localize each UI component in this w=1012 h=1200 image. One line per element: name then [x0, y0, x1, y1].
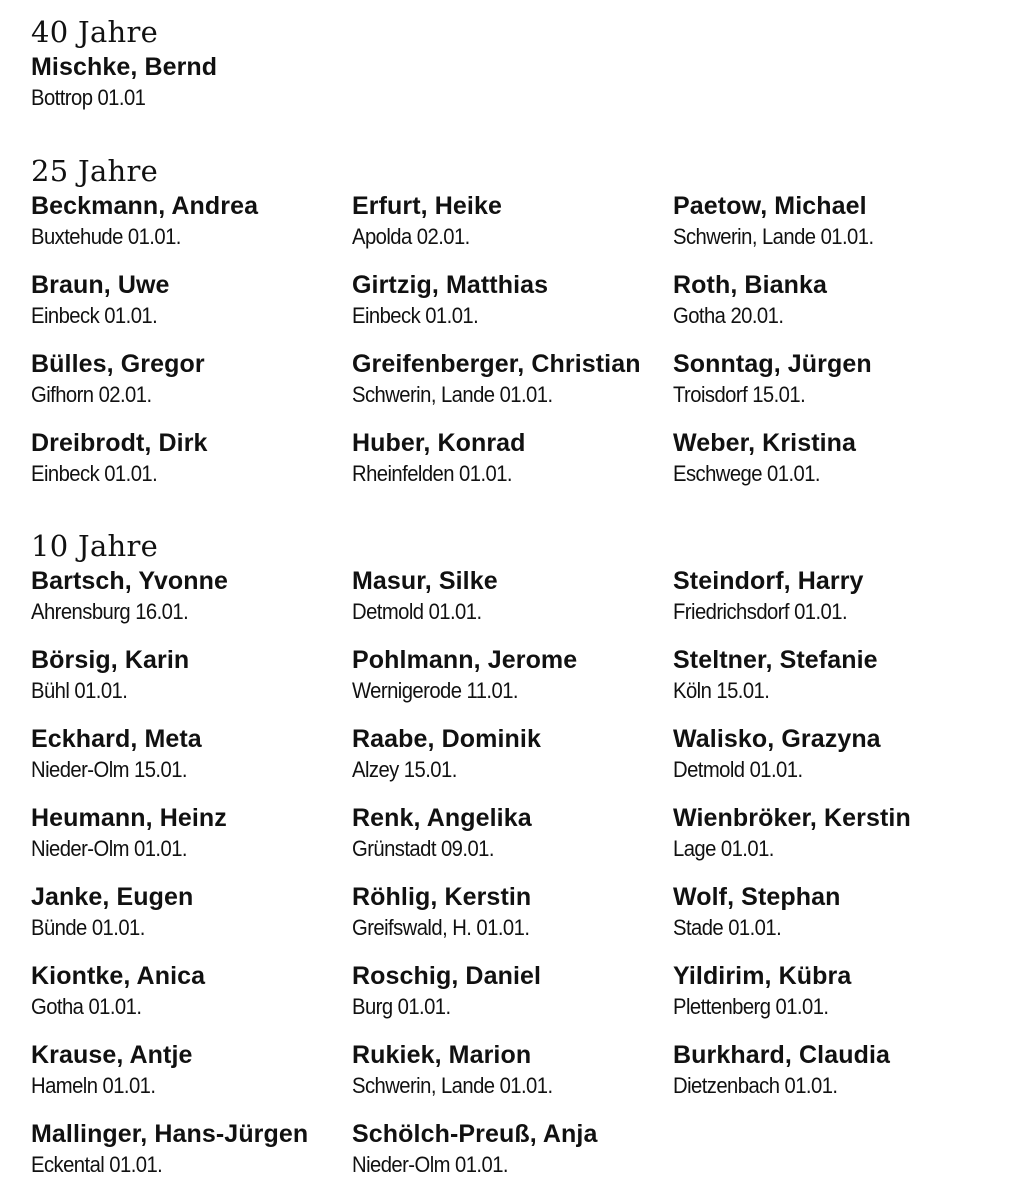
person-name: Weber, Kristina: [673, 429, 857, 457]
list-item: [352, 349, 673, 428]
location-date: Schwerin, Lande 01.01.: [352, 382, 553, 407]
person-name: Dreibrodt, Dirk: [31, 429, 208, 457]
person-name: Yildirim, Kübra: [673, 962, 852, 990]
list-item: [352, 191, 673, 270]
list-item: [31, 52, 352, 131]
person-name: Janke, Eugen: [31, 883, 194, 911]
list-item: [673, 349, 994, 428]
list-item: [352, 270, 673, 349]
list-item: [31, 724, 352, 803]
list-item: [352, 724, 673, 803]
list-item: [31, 961, 352, 1040]
location-date: Eschwege 01.01.: [673, 461, 821, 486]
list-item: [352, 961, 673, 1040]
location-date: Plettenberg 01.01.: [673, 994, 829, 1019]
list-item: [673, 566, 994, 645]
person-name: Roth, Bianka: [673, 271, 827, 299]
location-date: Hameln 01.01.: [31, 1073, 156, 1098]
location-date: Gifhorn 02.01.: [31, 382, 152, 407]
location-date: Burg 01.01.: [352, 994, 451, 1019]
location-date: Nieder-Olm 01.01.: [31, 836, 187, 861]
location-date: Bünde 01.01.: [31, 915, 145, 940]
person-name: Renk, Angelika: [352, 804, 532, 832]
section-title: 40 Jahre: [31, 15, 159, 49]
person-name: Eckhard, Meta: [31, 725, 202, 753]
list-item: [352, 645, 673, 724]
list-item: [31, 882, 352, 961]
person-name: Röhlig, Kerstin: [352, 883, 532, 911]
list-item: [31, 349, 352, 428]
list-item: [673, 428, 994, 507]
location-date: Schwerin, Lande 01.01.: [352, 1073, 553, 1098]
entries-grid: [31, 191, 1001, 507]
person-name: Pohlmann, Jerome: [352, 646, 578, 674]
list-item: [673, 882, 994, 961]
list-item: [673, 724, 994, 803]
location-date: Buxtehude 01.01.: [31, 224, 181, 249]
location-date: Schwerin, Lande 01.01.: [673, 224, 874, 249]
location-date: Einbeck 01.01.: [352, 303, 479, 328]
person-name: Rukiek, Marion: [352, 1041, 532, 1069]
person-name: Braun, Uwe: [31, 271, 170, 299]
location-date: Wernigerode 11.01.: [352, 678, 518, 703]
list-item: [352, 1119, 673, 1198]
location-date: Bühl 01.01.: [31, 678, 128, 703]
list-item: [352, 428, 673, 507]
list-item: [31, 803, 352, 882]
person-name: Roschig, Daniel: [352, 962, 542, 990]
list-item: [31, 270, 352, 349]
list-item: [31, 1040, 352, 1119]
person-name: Steindorf, Harry: [673, 567, 864, 595]
list-item: [673, 803, 994, 882]
list-item: [31, 191, 352, 270]
location-date: Greifswald, H. 01.01.: [352, 915, 530, 940]
list-item: [673, 191, 994, 270]
location-date: Grünstadt 09.01.: [352, 836, 494, 861]
entries-grid: [31, 566, 1001, 1198]
person-name: Wienbröker, Kerstin: [673, 804, 911, 832]
person-name: Masur, Silke: [352, 567, 498, 595]
person-name: Huber, Konrad: [352, 429, 526, 457]
location-date: Rheinfelden 01.01.: [352, 461, 512, 486]
person-name: Bartsch, Yvonne: [31, 567, 228, 595]
list-item: [31, 645, 352, 724]
person-name: Wolf, Stephan: [673, 883, 841, 911]
person-name: Erfurt, Heike: [352, 192, 502, 220]
list-item: [352, 1040, 673, 1119]
person-name: Burkhard, Claudia: [673, 1041, 891, 1069]
list-item: [673, 645, 994, 724]
section-40-jahre: [31, 16, 1001, 131]
person-name: Börsig, Karin: [31, 646, 190, 674]
list-item: [352, 803, 673, 882]
person-name: Beckmann, Andrea: [31, 192, 259, 220]
person-name: Mallinger, Hans-Jürgen: [31, 1120, 309, 1148]
list-item: [673, 1040, 994, 1119]
entries-grid: [31, 52, 1001, 131]
location-date: Gotha 20.01.: [673, 303, 784, 328]
person-name: Bülles, Gregor: [31, 350, 205, 378]
location-date: Einbeck 01.01.: [31, 303, 158, 328]
location-date: Bottrop 01.01: [31, 85, 146, 110]
person-name: Raabe, Dominik: [352, 725, 541, 753]
section-10-jahre: [31, 530, 1001, 1198]
section-25-jahre: [31, 155, 1001, 507]
section-title: 10 Jahre: [31, 529, 159, 563]
list-item: [31, 1119, 352, 1198]
list-item: [673, 270, 994, 349]
person-name: Heumann, Heinz: [31, 804, 227, 832]
person-name: Greifenberger, Christian: [352, 350, 641, 378]
person-name: Walisko, Grazyna: [673, 725, 881, 753]
list-item: [31, 566, 352, 645]
location-date: Apolda 02.01.: [352, 224, 470, 249]
location-date: Troisdorf 15.01.: [673, 382, 806, 407]
location-date: Alzey 15.01.: [352, 757, 457, 782]
list-item: [352, 566, 673, 645]
location-date: Gotha 01.01.: [31, 994, 142, 1019]
person-name: Paetow, Michael: [673, 192, 867, 220]
person-name: Kiontke, Anica: [31, 962, 206, 990]
location-date: Nieder-Olm 01.01.: [352, 1152, 508, 1177]
location-date: Stade 01.01.: [673, 915, 782, 940]
location-date: Dietzenbach 01.01.: [673, 1073, 838, 1098]
list-item: [673, 961, 994, 1040]
person-name: Steltner, Stefanie: [673, 646, 878, 674]
location-date: Lage 01.01.: [673, 836, 774, 861]
location-date: Detmold 01.01.: [673, 757, 803, 782]
person-name: Girtzig, Matthias: [352, 271, 549, 299]
location-date: Nieder-Olm 15.01.: [31, 757, 187, 782]
person-name: Sonntag, Jürgen: [673, 350, 872, 378]
location-date: Eckental 01.01.: [31, 1152, 163, 1177]
location-date: Einbeck 01.01.: [31, 461, 158, 486]
person-name: Mischke, Bernd: [31, 53, 218, 81]
location-date: Friedrichsdorf 01.01.: [673, 599, 848, 624]
location-date: Detmold 01.01.: [352, 599, 482, 624]
person-name: Krause, Antje: [31, 1041, 193, 1069]
person-name: Schölch-Preuß, Anja: [352, 1120, 598, 1148]
location-date: Köln 15.01.: [673, 678, 770, 703]
section-title: 25 Jahre: [31, 154, 159, 188]
list-item: [352, 882, 673, 961]
list-item: [31, 428, 352, 507]
location-date: Ahrensburg 16.01.: [31, 599, 189, 624]
